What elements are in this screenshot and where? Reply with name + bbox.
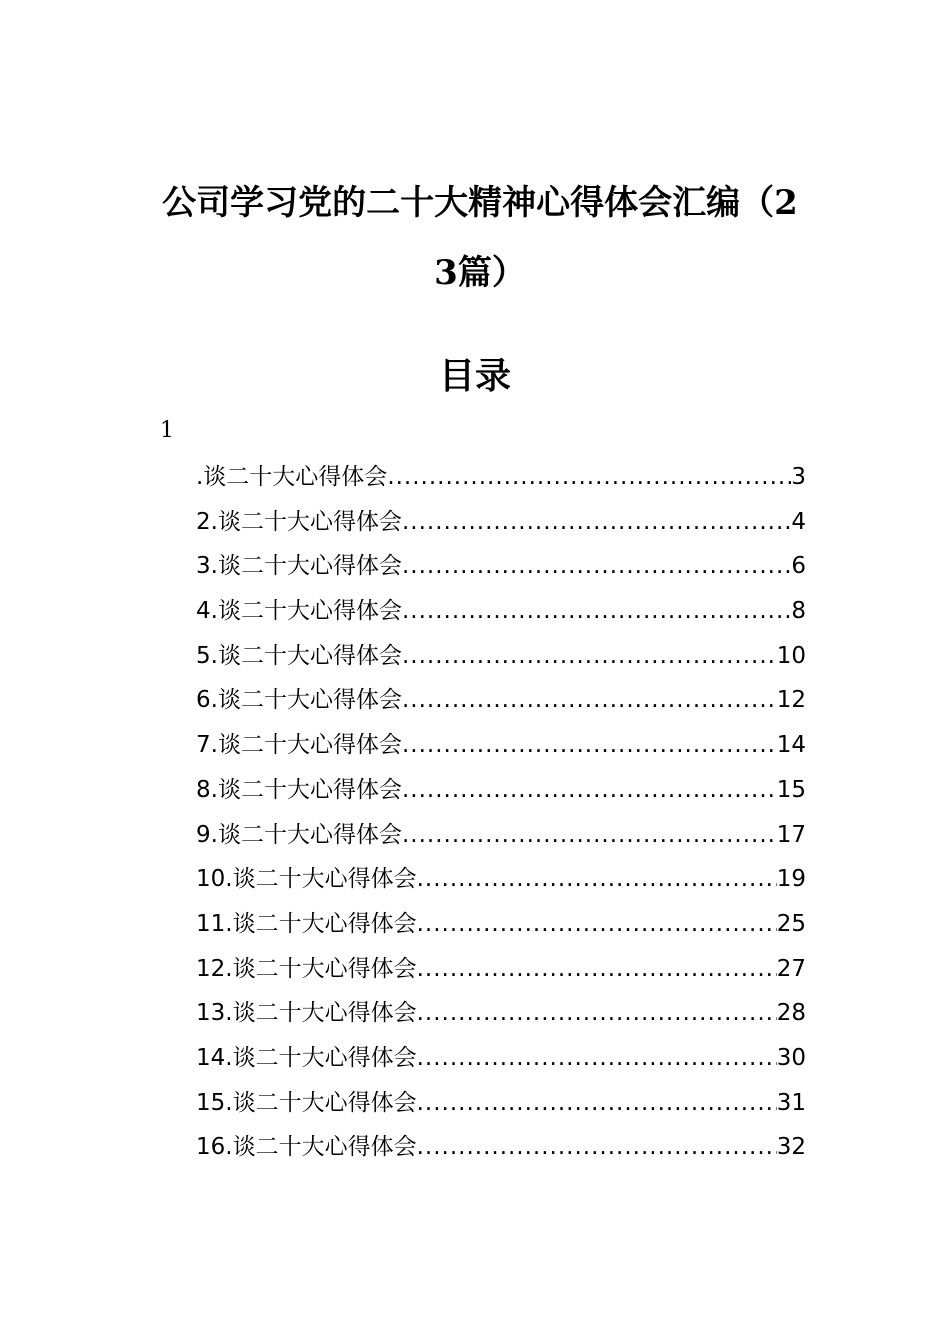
toc-entry-page: 10: [776, 642, 806, 669]
toc-leader-dots: [402, 643, 777, 669]
toc-entry-label: 14.谈二十大心得体会: [196, 1044, 417, 1071]
toc-entry-page: 6: [791, 553, 806, 580]
toc-entry-label: 11.谈二十大心得体会: [196, 910, 417, 937]
toc-entry[interactable]: [196, 547, 806, 592]
toc-entry[interactable]: [196, 994, 806, 1039]
stray-number: 1: [160, 418, 174, 443]
toc-leader-dots: [402, 822, 777, 848]
toc-entry-label: 9.谈二十大心得体会: [196, 821, 402, 848]
toc-entry-page: 30: [776, 1044, 806, 1071]
toc-entry[interactable]: [196, 816, 806, 861]
toc-entry[interactable]: [196, 726, 806, 771]
toc-leader-dots: [402, 777, 777, 803]
toc-leader-dots: [402, 687, 777, 713]
toc-entry-label: 3.谈二十大心得体会: [196, 553, 402, 580]
toc-entry-label: 10.谈二十大心得体会: [196, 866, 417, 893]
toc-entry[interactable]: [196, 1039, 806, 1084]
toc-entry-page: 3: [791, 464, 806, 490]
toc-entry[interactable]: [196, 458, 806, 503]
toc-entry[interactable]: [196, 771, 806, 816]
toc-entry-page: 31: [776, 1089, 806, 1116]
toc-leader-dots: [417, 1090, 777, 1116]
toc-entry-label: 5.谈二十大心得体会: [196, 642, 402, 669]
toc-entry-label: 2.谈二十大心得体会: [196, 508, 402, 535]
toc-entry-label: 7.谈二十大心得体会: [196, 732, 402, 759]
toc-entry-label: 8.谈二十大心得体会: [196, 776, 402, 803]
document-title-line-2: 3篇）: [434, 253, 526, 293]
toc-entry-page: 32: [776, 1134, 806, 1161]
toc-entry-page: 27: [776, 955, 806, 982]
toc-leader-dots: [417, 956, 777, 982]
toc-entry-page: 15: [776, 776, 806, 803]
toc-leader-dots: [417, 1134, 777, 1160]
toc-entry[interactable]: [196, 1128, 806, 1173]
toc-leader-dots: [387, 464, 791, 490]
toc-entry[interactable]: [196, 592, 806, 637]
toc-leader-dots: [402, 509, 791, 535]
toc-leader-dots: [402, 598, 791, 624]
table-of-contents: [196, 458, 806, 1173]
toc-leader-dots: [417, 1045, 777, 1071]
toc-entry[interactable]: [196, 503, 806, 548]
toc-entry-label: 15.谈二十大心得体会: [196, 1089, 417, 1116]
toc-entry[interactable]: [196, 905, 806, 950]
toc-leader-dots: [417, 1000, 777, 1026]
toc-entry-page: 17: [776, 821, 806, 848]
toc-leader-dots: [417, 911, 777, 937]
toc-entry-page: 28: [776, 1000, 806, 1027]
toc-entry-label: .谈二十大心得体会: [196, 464, 388, 490]
toc-entry-page: 25: [776, 910, 806, 937]
toc-entry[interactable]: [196, 681, 806, 726]
toc-leader-dots: [402, 553, 791, 579]
toc-entry-page: 19: [776, 866, 806, 893]
toc-entry-page: 14: [776, 732, 806, 759]
toc-entry-page: 4: [791, 508, 806, 535]
document-title-line-1: 公司学习党的二十大精神心得体会汇编（2: [162, 183, 798, 223]
toc-leader-dots: [417, 866, 777, 892]
toc-entry-page: 8: [791, 598, 806, 625]
toc-entry[interactable]: [196, 950, 806, 995]
toc-leader-dots: [402, 732, 777, 758]
toc-entry[interactable]: [196, 1084, 806, 1129]
toc-entry[interactable]: [196, 860, 806, 905]
toc-entry-page: 12: [776, 687, 806, 714]
toc-heading: 目录: [438, 355, 511, 397]
toc-entry-label: 4.谈二十大心得体会: [196, 598, 402, 625]
toc-entry-label: 6.谈二十大心得体会: [196, 687, 402, 714]
toc-entry-label: 12.谈二十大心得体会: [196, 955, 417, 982]
toc-entry-label: 13.谈二十大心得体会: [196, 1000, 417, 1027]
toc-entry[interactable]: [196, 637, 806, 682]
toc-entry-label: 16.谈二十大心得体会: [196, 1134, 417, 1161]
